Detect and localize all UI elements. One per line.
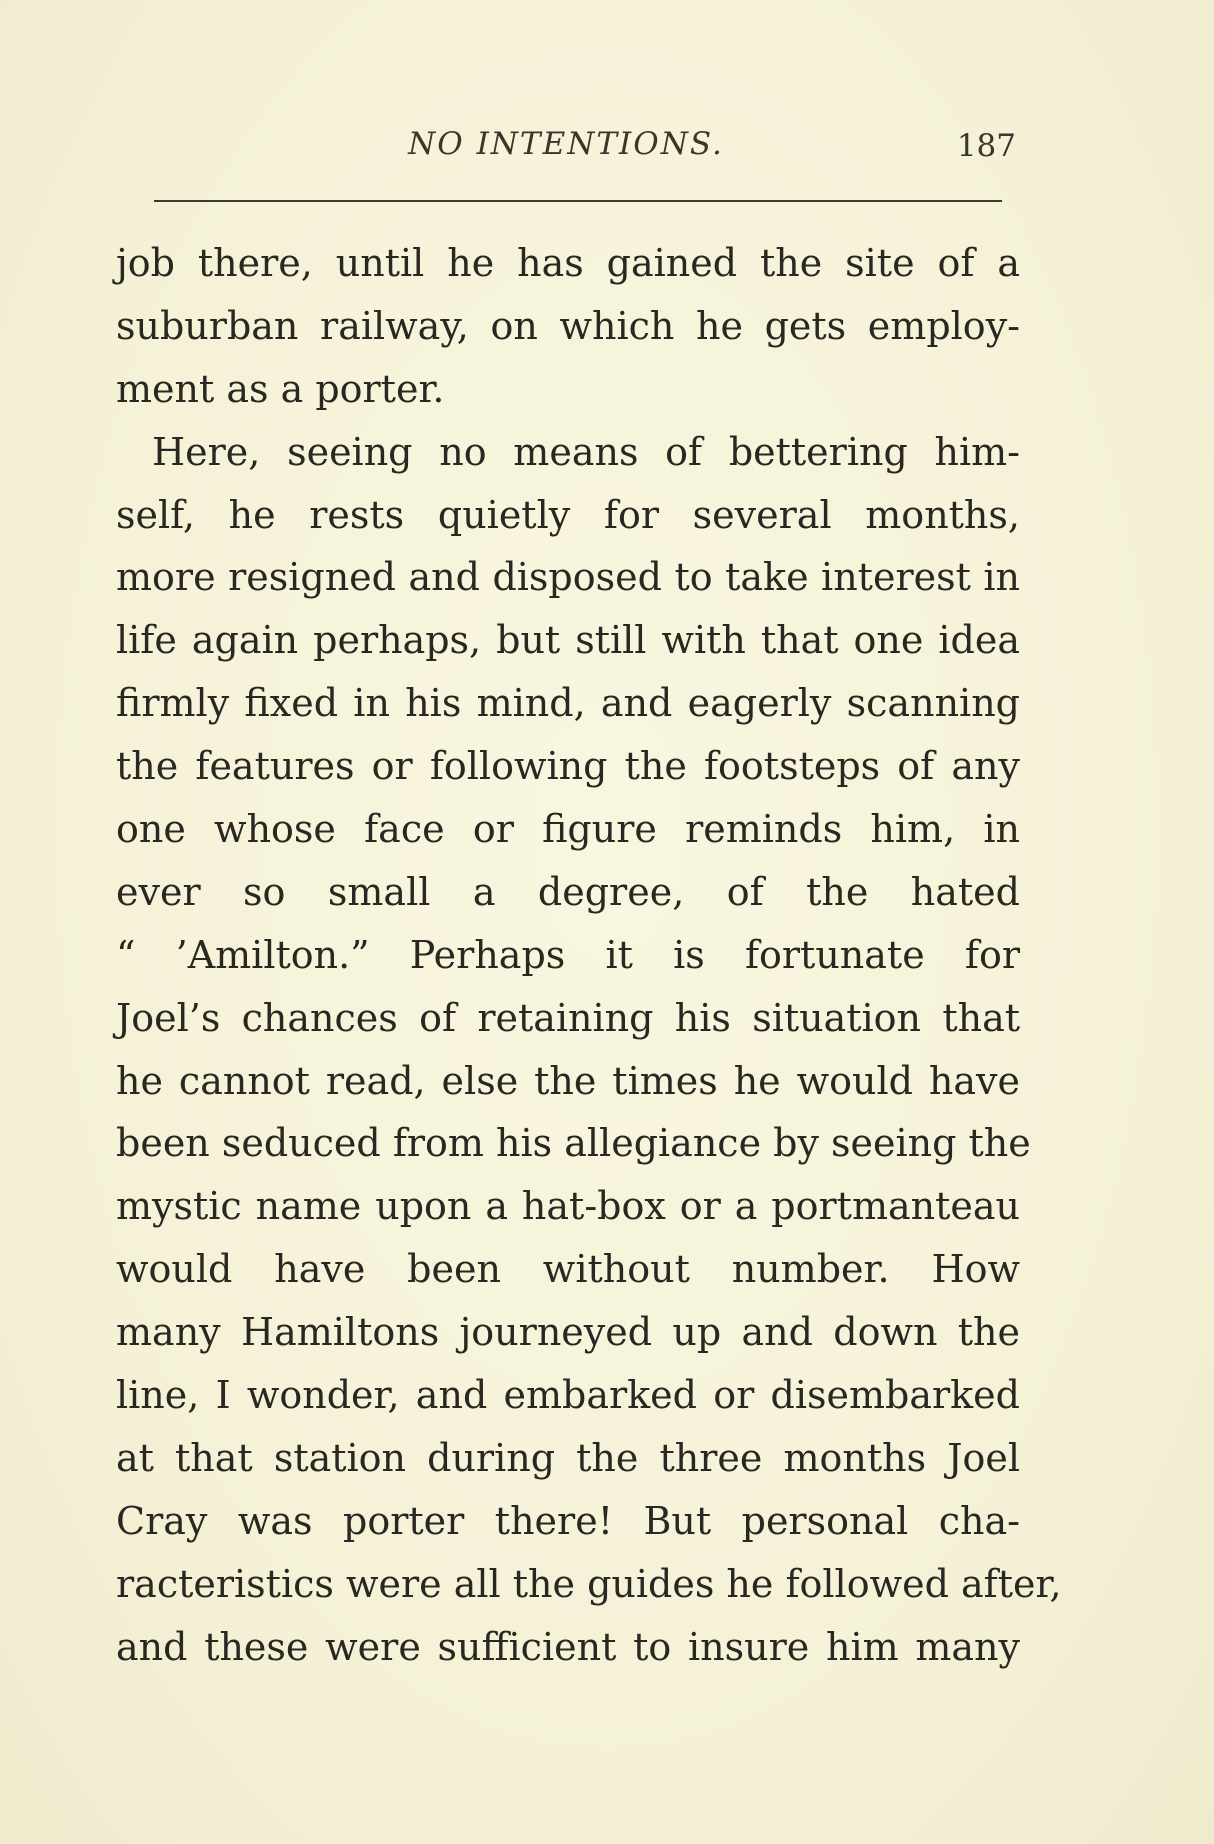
text-line: firmly fixed in his mind, and eagerly scanning bbox=[116, 681, 1020, 726]
header-rule bbox=[154, 200, 1002, 202]
text-line: at that station during the three months Joel bbox=[116, 1435, 1020, 1480]
text-line: one whose face or figure reminds him, in bbox=[116, 807, 1020, 852]
text-line: would have been without number. How bbox=[116, 1247, 1020, 1292]
text-line: self, he rests quietly for several months, bbox=[116, 492, 1020, 537]
running-head-title: NO INTENTIONS. bbox=[408, 126, 724, 162]
body-text bbox=[116, 232, 1062, 1678]
text-line: many Hamiltons journeyed up and down the bbox=[116, 1310, 1020, 1355]
text-line: ment as a porter. bbox=[116, 366, 445, 411]
text-line: and these were sufficient to insure him many bbox=[116, 1624, 1020, 1669]
page-number: 187 bbox=[956, 128, 1016, 164]
text-line: Here, seeing no means of bettering him- bbox=[152, 429, 1020, 474]
text-line: Cray was porter there! But personal cha- bbox=[116, 1498, 1020, 1543]
text-line: mystic name upon a hat-box or a portmanteau bbox=[116, 1184, 1020, 1229]
text-line: job there, until he has gained the site of a bbox=[116, 241, 1020, 285]
text-line: “ ’Amilton.” Perhaps it is fortunate for bbox=[116, 932, 1020, 977]
text-line: he cannot read, else the times he would have bbox=[116, 1058, 1020, 1103]
text-line: the features or following the footsteps of any bbox=[116, 744, 1020, 789]
text-line: been seduced from his allegiance by seeing the bbox=[116, 1121, 1031, 1166]
text-line: life again perhaps, but still with that one idea bbox=[116, 618, 1020, 663]
text-line: line, I wonder, and embarked or disembarked bbox=[116, 1373, 1020, 1418]
text-line: more resigned and disposed to take interest in bbox=[116, 555, 1020, 600]
text-line: suburban railway, on which he gets employ- bbox=[116, 303, 1020, 348]
text-line: ever so small a degree, of the hated bbox=[116, 869, 1020, 914]
text-line: Joel’s chances of retaining his situation that bbox=[116, 995, 1020, 1040]
running-head bbox=[116, 120, 1016, 168]
text-line: racteristics were all the guides he followed after, bbox=[116, 1561, 1062, 1606]
